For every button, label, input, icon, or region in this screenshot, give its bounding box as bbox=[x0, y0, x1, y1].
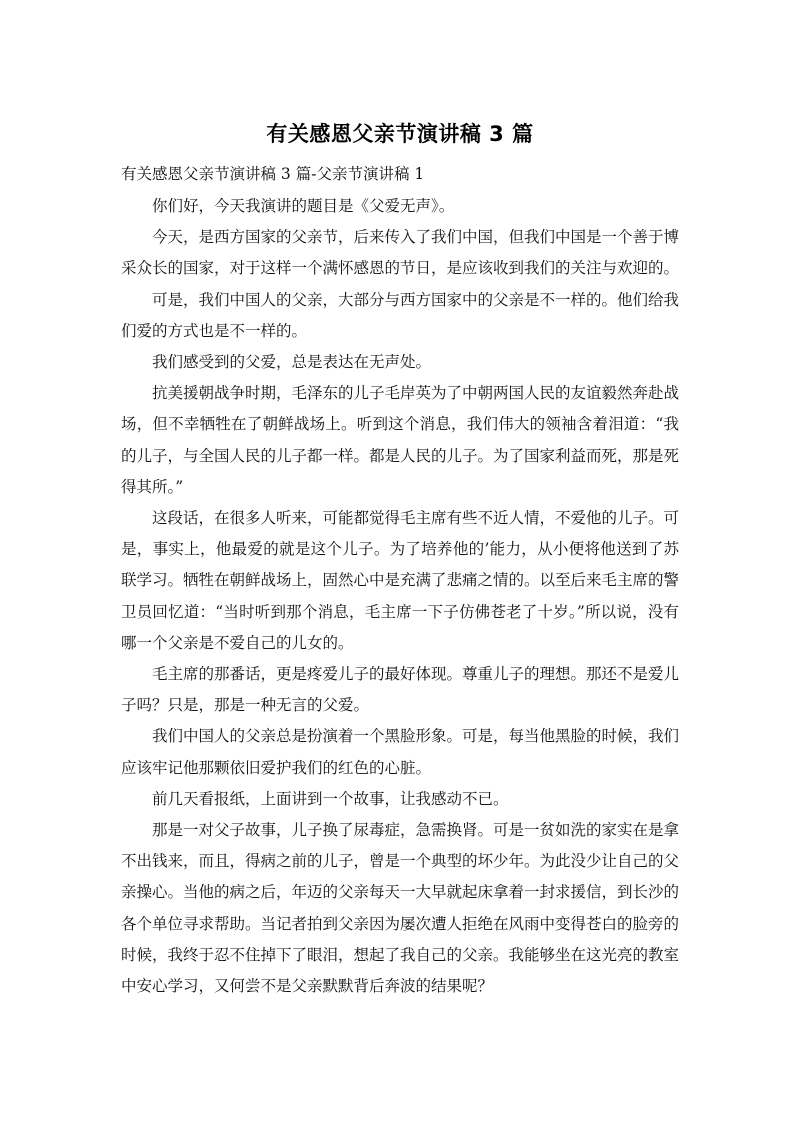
document-subtitle: 有关感恩父亲节演讲稿 3 篇-父亲节演讲稿 1 bbox=[121, 165, 425, 183]
paragraph: 这段话，在很多人听来，可能都觉得毛主席有些不近人情，不爱他的儿子。可是，事实上，他最爱的就是这个儿子。为了培养他的’能力，从小便将他送到了苏联学习。牺牲在朝鲜战场上，固然心中是充满了悲痛之情的。以至后来毛主席的警卫员回忆道：“当时听到那个消息，毛主席一下子仿佛苍老了十岁。”所以说，没有哪一个父亲是不爱自己的儿女的。 bbox=[121, 509, 680, 652]
paragraph: 我们中国人的父亲总是扮演着一个黑脸形象。可是，每当他黑脸的时候，我们应该牢记他那颗依旧爱护我们的红色的心脏。 bbox=[121, 727, 680, 777]
paragraph: 今天，是西方国家的父亲节，后来传入了我们中国，但我们中国是一个善于博采众长的国家，对于这样一个满怀感恩的节日，是应该收到我们的关注与欢迎的。 bbox=[121, 228, 680, 278]
paragraph: 那是一对父子故事，儿子换了尿毒症，急需换肾。可是一贫如洗的家实在是拿不出钱来，而且，得病之前的儿子，曾是一个典型的坏少年。为此没少让自己的父亲操心。当他的病之后，年迈的父亲每天一大早就起床拿着一封求援信，到长沙的各个单位寻求帮助。当记者拍到父亲因为屡次遭人拒绝在风雨中变得苍白的脸旁的时候，我终于忍不住掉下了眼泪，想起了我自己的父亲。我能够坐在这光亮的教室中安心学习，又何尝不是父亲默默背后奔波的结果呢？ bbox=[121, 821, 680, 996]
paragraph: 你们好，今天我演讲的题目是《父爱无声》。 bbox=[152, 197, 455, 215]
paragraph: 前几天看报纸，上面讲到一个故事，让我感动不已。 bbox=[152, 789, 509, 808]
paragraph: 毛主席的那番话，更是疼爱儿子的最好体现。尊重儿子的理想。那还不是爱儿子吗？只是，那是一种无言的父爱。 bbox=[121, 665, 680, 715]
paragraph: 可是，我们中国人的父亲，大部分与西方国家中的父亲是不一样的。他们给我们爱的方式也是不一样的。 bbox=[121, 290, 680, 340]
document-body bbox=[121, 191, 679, 1002]
page-title: 有关感恩父亲节演讲稿 3 篇 bbox=[266, 122, 534, 146]
paragraph: 我们感受到的父爱，总是表达在无声处。 bbox=[152, 353, 432, 372]
paragraph: 抗美援朝战争时期，毛泽东的儿子毛岸英为了中朝两国人民的友谊毅然奔赴战场，但不幸牺牲在了朝鲜战场上。听到这个消息，我们伟大的领袖含着泪道：“我的儿子，与全国人民的儿子都一样。都是人民的儿子。为了国家利益而死，那是死得其所。” bbox=[121, 384, 680, 496]
